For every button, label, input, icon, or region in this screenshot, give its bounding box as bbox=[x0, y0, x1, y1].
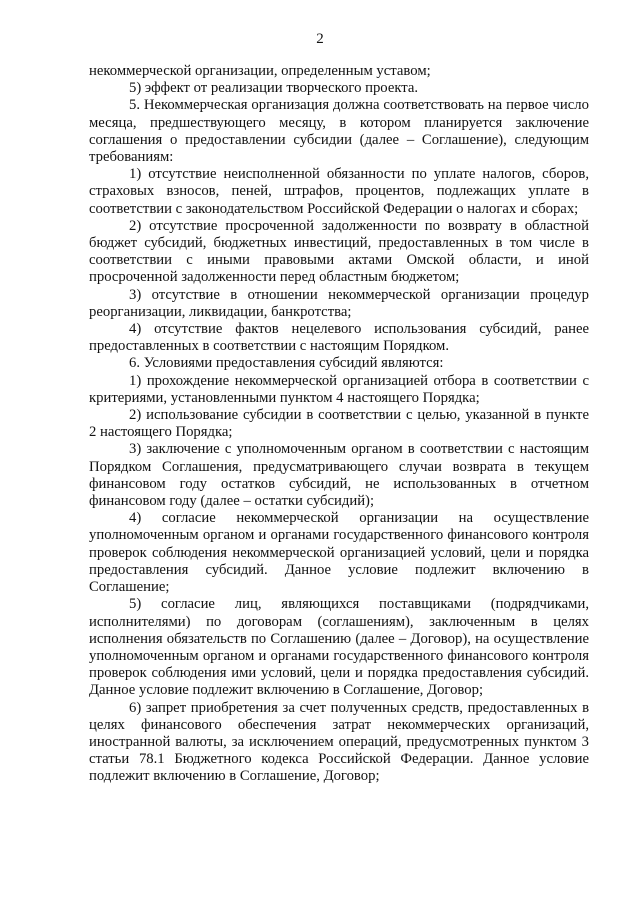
paragraph: 6) запрет приобретения за счет полученных средств, предоставленных в целях финансового обеспечения затрат некоммерческих организаций, иностранной валюты, за исключением операций, предусмотренных пунктом 3 статьи 78.1 Бюджетного кодекса Российской Федерации. Данное условие подлежит включению в Соглашение, Договор; bbox=[89, 699, 589, 785]
paragraph: 5) эффект от реализации творческого проекта. bbox=[129, 80, 419, 97]
page-number: 2 bbox=[316, 31, 324, 47]
document-body bbox=[89, 63, 589, 786]
paragraph: 1) отсутствие неисполненной обязанности по уплате налогов, сборов, страховых взносов, пеней, штрафов, процентов, подлежащих уплате в соответствии с законодательством Российской Федерации о налогах и сборах; bbox=[89, 166, 589, 217]
paragraph: 3) заключение с уполномоченным органом в соответствии с настоящим Порядком Соглашения, предусматривающего случаи возврата в текущем финансовом году остатков субсидий, не использованных в отчетном финансовом году (далее – остатки субсидий); bbox=[89, 441, 589, 510]
paragraph: 4) отсутствие фактов нецелевого использования субсидий, ранее предоставленных в соответствии с настоящим Порядком. bbox=[89, 321, 589, 355]
paragraph: 2) использование субсидии в соответствии с целью, указанной в пункте 2 настоящего Порядка; bbox=[89, 407, 589, 441]
paragraph: 6. Условиями предоставления субсидий являются: bbox=[129, 355, 444, 372]
paragraph: некоммерческой организации, определенным уставом; bbox=[89, 63, 431, 79]
paragraph: 5. Некоммерческая организация должна соответствовать на первое число месяца, предшествующего месяцу, в котором планируется заключение соглашения о предоставлении субсидии (далее – Соглашение), следующим требованиям: bbox=[89, 97, 589, 166]
paragraph: 1) прохождение некоммерческой организацией отбора в соответствии с критериями, установленными пунктом 4 настоящего Порядка; bbox=[89, 372, 589, 406]
paragraph: 4) согласие некоммерческой организации на осуществление уполномоченным органом и органами государственного финансового контроля проверок соблюдения некоммерческой организацией условий, цели и порядка предоставления субсидий. Данное условие подлежит включению в Соглашение; bbox=[89, 510, 589, 596]
paragraph: 3) отсутствие в отношении некоммерческой организации процедур реорганизации, ликвидации, банкротства; bbox=[89, 286, 589, 320]
paragraph: 2) отсутствие просроченной задолженности по возврату в областной бюджет субсидий, бюджетных инвестиций, предоставленных в том числе в соответствии с иными правовыми актами Омской области, и иной просроченной задолженности перед областным бюджетом; bbox=[89, 217, 589, 286]
paragraph: 5) согласие лиц, являющихся поставщиками (подрядчиками, исполнителями) по договорам (соглашениям), заключенным в целях исполнения обязательств по Соглашению (далее – Договор), на осуществление уполномоченным органом и органами государственного финансового контроля проверок соблюдения ими условий, цели и порядка предоставления субсидий. Данное условие подлежит включению в Соглашение, Договор; bbox=[89, 596, 589, 699]
